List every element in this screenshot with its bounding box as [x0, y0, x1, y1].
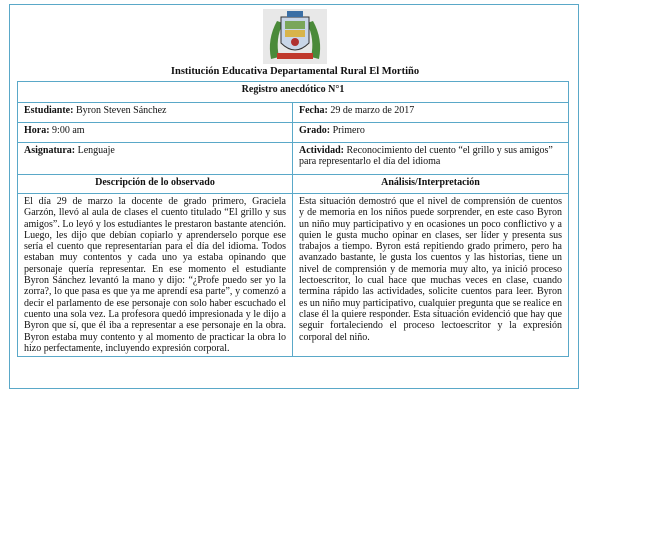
student-cell — [18, 103, 293, 123]
activity-label: Actividad: — [299, 145, 344, 156]
activity-value: Reconocimiento del cuento “el grillo y sus amigos” para representarlo el día del idioma — [299, 145, 553, 167]
subject-cell — [18, 143, 293, 175]
subject-label: Asignatura: — [24, 145, 76, 156]
hour-label: Hora: — [24, 125, 50, 136]
date-label: Fecha: — [299, 105, 328, 116]
anecdotal-record-table — [17, 81, 569, 357]
date-value: 29 de marzo de 2017 — [327, 105, 415, 116]
student-label: Estudiante: — [24, 105, 74, 116]
observed-header: Descripción de lo observado — [18, 175, 293, 194]
hour-cell — [18, 123, 293, 143]
date-cell — [293, 103, 569, 123]
analysis-header: Análisis/Interpretación — [293, 175, 569, 194]
subject-value: Lenguaje — [75, 145, 115, 156]
student-value: Byron Steven Sánchez — [73, 105, 167, 116]
analysis-interpretation: Esta situación demostró que el nivel de comprensión de cuentos y de memoria en los niños puede sorprender, en este caso Byron un niño muy participativo y en ocasiones un poco conflictivo y a quien le gusta mucho opinar en clases, ser líder y presenta sus trabajos a tiempo. Byron está repitiendo grado primero, pero ha avanzado bastante, le gusta los cuentos y las historias, tiene un nivel de comprensión y de memoria muy alto, ya inició proceso lectoescritor, lo cual hace que muchas veces en clase, cuando termina rápido las actividades, solicite cuentos para leer. Byron es un niño muy participativo, cualquier pregunta que se realice en clase él la quiere responder. Esta situación evidenció que hay que seguir fortaleciendo el proceso lectoescritor y la expresión corporal del niño. — [293, 194, 569, 357]
record-title: Registro anecdótico N°1 — [18, 82, 569, 103]
school-crest-logo — [263, 9, 327, 64]
hour-value: 9:00 am — [49, 125, 85, 136]
activity-cell — [293, 143, 569, 175]
institution-name: Institución Educativa Departamental Rural El Mortiño — [170, 66, 420, 77]
grade-value: Primero — [330, 125, 365, 136]
grade-cell — [293, 123, 569, 143]
observed-description: El día 29 de marzo la docente de grado primero, Graciela Garzón, llevó al aula de clases el cuento titulado “El grillo y sus amigos”. Lo leyó y los estudiantes le prestaron bastante atención. Luego, les dijo que debían copiarlo y aprenderselo porque ese sería el cuento que representarían para el día del idioma. Todos estaban muy contentos y cada uno ya estaba opinando que personaje quería representar. En ese momento el estudiante Byron Sánchez levantó la mano y dijo: “¿Profe puedo ser yo la zorra?, lo que pasa es que ya me aprendí esa parte”, y comenzó a decir el parlamento de ese personaje con solo haber escuchado el cuento una sola vez. La profesora quedó impresionada y le dijo a Byron que sí, que él iba a representar a ese personaje en la obra. Byron estaba muy contento y al momento de practicar la obra lo hizo perfectamente, incluyendo expresión corporal. — [18, 194, 293, 357]
grade-label: Grado: — [299, 125, 331, 136]
